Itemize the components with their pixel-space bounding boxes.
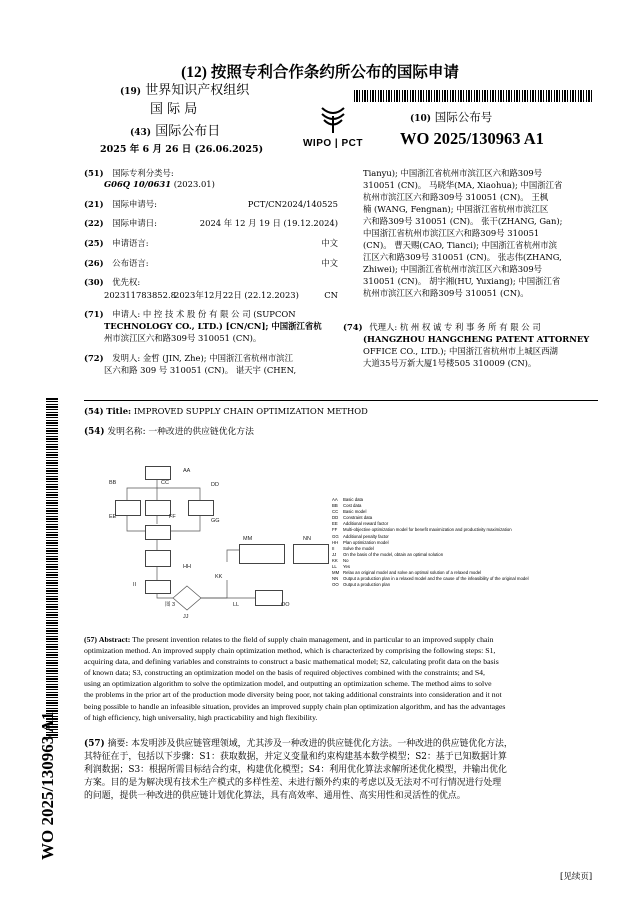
flow-label: EE bbox=[109, 514, 117, 520]
inventor-line: 杭州市滨江区六和路309号 310051 (CN)。 王枫 bbox=[363, 192, 549, 202]
pub-date-value: 2025 年 6 月 26 日 (26.06.2025) bbox=[100, 144, 264, 155]
flowchart bbox=[105, 452, 330, 622]
legend-item: HH Plan optimization model bbox=[332, 539, 389, 545]
flow-label: KK bbox=[215, 574, 223, 580]
flow-label: AA bbox=[183, 468, 191, 474]
side-barcode bbox=[46, 398, 58, 738]
abstract-en-line: being possible to handle an infeasible situation, provides an improved supply chain plan optimization algorithm, and has the advantages bbox=[84, 701, 506, 711]
flow-label: OO bbox=[281, 602, 290, 608]
title-en-label: Title: bbox=[106, 406, 132, 416]
field-code: (71) bbox=[84, 309, 104, 319]
flow-label: MM bbox=[243, 536, 253, 542]
flow-label: BB bbox=[109, 480, 117, 486]
inventor-line: 六和路309号 310051 (CN)。 张干(ZHANG, Gan); bbox=[363, 216, 563, 226]
figure-legend bbox=[332, 497, 602, 588]
org-bureau: 国 际 局 bbox=[150, 102, 198, 117]
legend-item: CC Basic model bbox=[332, 509, 367, 515]
field-code: (30) bbox=[84, 277, 104, 287]
flow-label: GG bbox=[211, 518, 220, 524]
flow-node-basic-model bbox=[145, 500, 171, 516]
abstract-en-line: the problems in the prior art of the production mode diversity being poor, not taking additional constraints into consideration and it not bbox=[84, 690, 502, 700]
pub-date-code: (43) bbox=[130, 128, 152, 138]
filing-date-label: 国际申请日: bbox=[112, 218, 157, 228]
agent-line: (HANGZHOU HANGCHENG PATENT ATTORNEY bbox=[363, 334, 590, 344]
wipo-logo bbox=[298, 104, 368, 154]
legend-item: KK No bbox=[332, 557, 349, 563]
field-code: (57) bbox=[84, 635, 97, 644]
priority-country: CN bbox=[324, 290, 338, 300]
pub-number: WO 2025/130963 A1 bbox=[400, 129, 544, 148]
abstract-en-line: The present invention relates to the field of supply chain management, and in particular to an improved supply chain bbox=[132, 635, 494, 644]
side-pub-number: WO 2025/130963 A1 bbox=[38, 711, 57, 860]
inventor-line: 区六和路 309 号 310051 (CN)。 谌天宇 (CHEN, bbox=[104, 365, 297, 375]
pub-no-label: 国际公布号 bbox=[434, 110, 493, 124]
legend-item: JJ On the basis of the model, obtain an optimal solution bbox=[332, 551, 444, 557]
org-code: (19) bbox=[120, 87, 142, 97]
inventor-line: 楠 (WANG, Fengnan); 中国浙江省杭州市滨江区 bbox=[363, 204, 549, 214]
abstract-en-line: acquiring data, and defining variables and constraints to construct a basic mathematical model; S2, calculating profit data on the basis bbox=[84, 657, 499, 667]
flow-label: DD bbox=[211, 482, 219, 488]
wipo-logo-text: WIPO | PCT bbox=[302, 138, 364, 149]
filing-lang-value: 中文 bbox=[321, 238, 338, 248]
flow-label: LL bbox=[233, 602, 240, 608]
pub-date-label: 国际公布日 bbox=[155, 124, 221, 139]
flow-label: FF bbox=[169, 514, 176, 520]
flow-label: NN bbox=[303, 536, 311, 542]
legend-item: NN Output a production plan in a relaxed model and the cause of the infeasibility of the original model bbox=[332, 576, 529, 582]
field-code: (22) bbox=[84, 218, 104, 228]
figure-caption: 图 3 bbox=[165, 602, 176, 608]
flow-node-output-plan bbox=[255, 590, 283, 606]
legend-item: AA Basic data bbox=[332, 497, 364, 502]
abstract-en-line: using an optimization algorithm to solve the optimization model, and outputting an optimization scheme. The method aims to solve bbox=[84, 679, 492, 689]
field-code: (74) bbox=[343, 322, 363, 332]
title-zh bbox=[84, 424, 254, 437]
flow-node-solve bbox=[145, 580, 171, 594]
field-code: (26) bbox=[84, 258, 104, 268]
flow-label: HH bbox=[183, 564, 191, 570]
abstract-zh-label: 摘要: bbox=[107, 739, 129, 749]
abstract-en-line: optimization method. An improved supply chain optimization method, which is characterized by comprising the following steps: S1, bbox=[84, 646, 496, 656]
priority-label: 优先权: bbox=[112, 277, 141, 287]
barcode bbox=[354, 90, 594, 102]
flowchart-lines bbox=[105, 452, 330, 622]
flow-node-basic-data bbox=[145, 466, 171, 480]
app-no-label: 国际申请号: bbox=[112, 199, 157, 209]
flow-node-multiobjective-model bbox=[145, 525, 171, 540]
legend-item: FF Multi-objective optimization model for benefit maximization and productivity maximization bbox=[332, 527, 512, 533]
legend-item: DD Constraint data bbox=[332, 515, 373, 521]
priority-number: 202311783852.8 bbox=[104, 290, 176, 300]
abstract-en bbox=[84, 634, 600, 723]
filing-lang-label: 申请语言: bbox=[112, 238, 149, 248]
flow-label: CC bbox=[161, 480, 169, 486]
decision-diamond bbox=[173, 586, 201, 610]
abstract-zh-line: 其特征在于，包括以下步骤：S1：获取数据，并定义变量和约束构建基本数学模型；S2：基于已知数据计算 bbox=[84, 752, 507, 762]
applicant-line: TECHNOLOGY CO., LTD.) [CN/CN]; 中国浙江省杭 bbox=[104, 321, 322, 331]
title-en bbox=[84, 406, 368, 416]
legend-item: MM Relax an original model and solve an optimal solution of a relaxed model bbox=[332, 570, 482, 576]
pub-number-block bbox=[400, 110, 600, 149]
app-no-value: PCT/CN2024/140525 bbox=[247, 199, 338, 209]
abstract-zh-line: 方案。目的是为解决现有技术生产模式的多样性差、未进行额外约束的考虑以及无法对不可行情况进行处理 bbox=[84, 778, 502, 788]
flow-node-constraint-data bbox=[188, 500, 214, 516]
inventor-line: Zhiwei); 中国浙江省杭州市滨江区六和路309号 bbox=[363, 264, 543, 274]
ipc-year: (2023.01) bbox=[171, 179, 215, 189]
agent-line: 代理人: 杭 州 权 诚 专 利 事 务 所 有 限 公 司 bbox=[369, 322, 541, 332]
abstract-zh-line: 本发明涉及供应链管理领域，尤其涉及一种改进的供应链优化方法。一种改进的供应链优化方法， bbox=[131, 739, 513, 749]
flow-node-relax bbox=[239, 544, 285, 564]
abstract-zh-line: 的问题，提供一种改进的供应链计划优化算法，具有高效率、通用性、高实用性和灵活性的优点。 bbox=[84, 791, 466, 801]
field-code: (21) bbox=[84, 199, 104, 209]
priority-date: 2023年12月22日 (22.12.2023) bbox=[174, 290, 299, 300]
agent-line: 大道35号万新大厦1号楼505 310009 (CN)。 bbox=[363, 358, 537, 368]
field-code: (54) bbox=[84, 406, 104, 416]
inventor-line: 中国浙江省杭州市滨江区六和路309号 310051 bbox=[363, 228, 540, 238]
inventor-line: 310051 (CN)。 胡宇湘(HU, Yuxiang); 中国浙江省 bbox=[363, 276, 561, 286]
document-title: (12) 按照专利合作条约所公布的国际申请 bbox=[181, 64, 459, 81]
title-zh-label: 发明名称: bbox=[107, 427, 146, 437]
inventor-line: 310051 (CN)。 马晓华(MA, Xiaohua); 中国浙江省 bbox=[363, 180, 563, 190]
inventor-line: 江区六和路309号 310051 (CN)。 张志伟(ZHANG, bbox=[363, 252, 562, 262]
abstract-en-line: of high efficiency, high universality, high practicability and high flexibility. bbox=[84, 712, 318, 722]
filing-date-value: 2024 年 12 月 19 日 (19.12.2024) bbox=[199, 218, 338, 228]
agent-line: OFFICE CO., LTD.); 中国浙江省杭州市上城区西湖 bbox=[363, 346, 558, 356]
abstract-zh-line: 利润数据；S3：根据所需目标结合约束，构建优化模型；S4：利用优化算法求解所述优化模型，并输出优化 bbox=[84, 765, 507, 775]
field-code: (51) bbox=[84, 168, 104, 178]
pub-no-code: (10) bbox=[410, 114, 432, 124]
title-zh-text: 一种改进的供应链优化方法 bbox=[148, 427, 254, 437]
inventor-line: 发明人: 金哲 (JIN, Zhe); 中国浙江省杭州市滨江 bbox=[112, 353, 294, 363]
inventor-line: Tianyu); 中国浙江省杭州市滨江区六和路309号 bbox=[363, 168, 543, 178]
divider bbox=[84, 400, 598, 401]
wipo-emblem-icon bbox=[318, 104, 348, 134]
org-block bbox=[120, 82, 290, 118]
field-code: (25) bbox=[84, 238, 104, 248]
legend-item: BB Cost data bbox=[332, 503, 362, 509]
ipc-label: 国际专利分类号: bbox=[112, 168, 174, 178]
field-code: (72) bbox=[84, 353, 104, 363]
continued-note: [见续页] bbox=[560, 872, 593, 882]
legend-item: GG Additional penalty factor bbox=[332, 533, 389, 539]
abstract-en-line: of known data; S3, constructing an optimization model on the basis of required objectives combined with the constraints; and S4, bbox=[84, 668, 485, 678]
abstract-zh bbox=[84, 738, 600, 803]
flow-node-cost-data bbox=[115, 500, 141, 516]
title-en-text: IMPROVED SUPPLY CHAIN OPTIMIZATION METHOD bbox=[133, 406, 368, 416]
field-code: (54) bbox=[84, 427, 105, 437]
legend-item: LL Yes bbox=[332, 564, 351, 570]
org-name: 世界知识产权组织 bbox=[145, 83, 250, 98]
field-code: (57) bbox=[84, 739, 105, 749]
abstract-en-label: Abstract: bbox=[98, 635, 131, 644]
pub-date-block bbox=[100, 124, 300, 157]
applicant-line: 州市滨江区六和路309号 310051 (CN)。 bbox=[104, 333, 262, 343]
flow-label: JJ bbox=[183, 614, 189, 620]
pub-lang-value: 中文 bbox=[321, 258, 338, 268]
inventor-line: (CN)。 曹天赐(CAO, Tianci); 中国浙江省杭州市滨 bbox=[363, 240, 558, 250]
flow-node-plan-model bbox=[145, 550, 171, 567]
pub-lang-label: 公布语言: bbox=[112, 258, 149, 268]
legend-item: II Solve the model bbox=[332, 545, 374, 551]
legend-item: OO Output a production plan bbox=[332, 582, 391, 588]
inventor-line: 杭州市滨江区六和路309号 310051 (CN)。 bbox=[363, 288, 529, 298]
applicant-line: 申请人: 中 控 技 术 股 份 有 限 公 司 (SUPCON bbox=[112, 309, 296, 319]
flow-node-output-relaxed bbox=[293, 544, 329, 564]
ipc-code: G06Q 10/0631 bbox=[104, 179, 172, 189]
flow-label: II bbox=[133, 582, 137, 588]
legend-item: EE Additional reward factor bbox=[332, 521, 389, 527]
